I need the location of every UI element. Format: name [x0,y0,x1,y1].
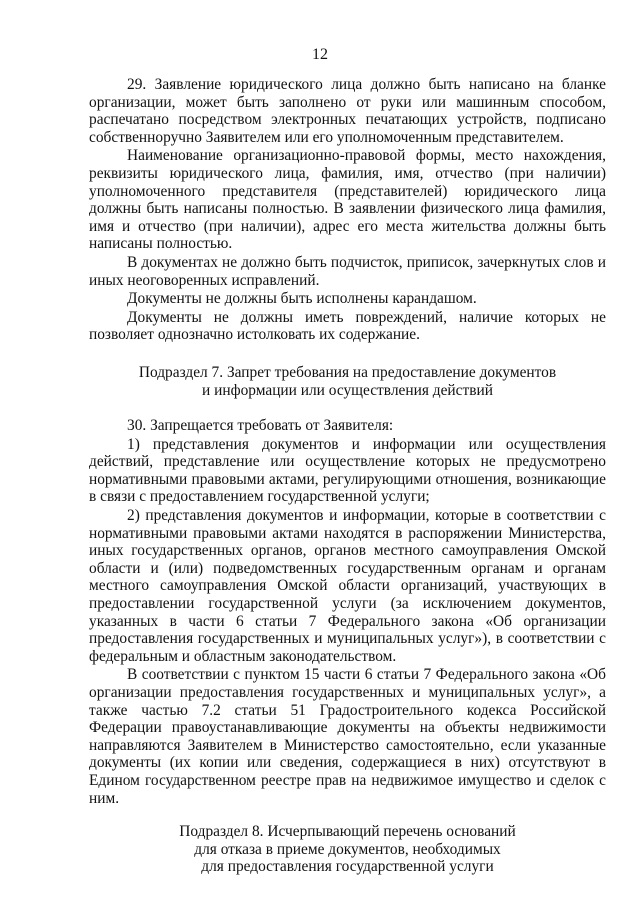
paragraph-accordance: В соответствии с пунктом 15 части 6 статьи 7 Федерального закона «Об организации предоставления государственных и муниципальных услуг», а также частью 7.2 статьи 51 Градостроительного кодекса Российской Федерации правоустанавливающие документы на объекты недвижимости направляются Заявителем в Министерство самостоятельно, если указанные документы (их копии или сведения, содержащиеся в них) отсутствуют в Едином государственном реестре прав на недвижимое имущество и сделок с ним. [89,666,606,807]
subsection-8-heading-line-3: для предоставления государственной услуги [201,858,494,876]
document-body [89,76,606,876]
paragraph-30: 30. Запрещается требовать от Заявителя: [127,417,394,435]
paragraph-no-damage: Документы не должны иметь повреждений, наличие которых не позволяет однозначно истолковать их содержание. [89,308,606,344]
paragraph-30-item-2: 2) представления документов и информации, которые в соответствии с нормативными правовыми актами находятся в распоряжении Министерства, иных государственных органов, органов местного самоуправления Омской области и (или) подведомственных государственным органам и органам местного самоуправления Омской области организаций, участвующих в предоставлении государственной услуги (за исключением документов, указанных в части 6 статьи 7 Федерального закона «Об организации предоставления государственных и муниципальных услуг»), в соответствии с федеральным и областным законодательством. [89,507,606,665]
subsection-7-heading-line-2: и информации или осуществления действий [202,381,493,399]
paragraph-no-pencil: Документы не должны быть исполнены карандашом. [127,290,477,308]
subsection-8-heading-line-2: для отказа в приеме документов, необходимых [194,840,501,858]
subsection-8-heading [89,823,606,876]
subsection-7-heading-line-1: Подраздел 7. Запрет требования на предоставление документов [138,363,557,381]
subsection-7-heading [89,364,606,399]
page-number: 12 [312,46,328,63]
paragraph-29: 29. Заявление юридического лица должно быть написано на бланке организации, может быть заполнено от руки или машинным способом, распечатано посредством электронных печатающих устройств, подписано собственноручно Заявителем или его уполномоченным представителем. [89,76,606,146]
subsection-8-heading-line-1: Подраздел 8. Исчерпывающий перечень оснований [179,823,516,841]
paragraph-naming-requirements: Наименование организационно-правовой формы, место нахождения, реквизиты юридического лица, фамилия, имя, отчество (при наличии) уполномоченного представителя (представителей) юридического лица должны быть написаны полностью. В заявлении физического лица фамилия, имя и отчество (при наличии), адрес его места жительства должны быть написаны полностью. [89,147,606,253]
paragraph-no-erasures: В документах не должно быть подчисток, приписок, зачеркнутых слов и иных неоговоренных исправлений. [89,253,606,289]
paragraph-30-item-1: 1) представления документов и информации или осуществления действий, представление или осуществление которых не предусмотрено нормативными правовыми актами, регулирующими отношения, возникающие в связи с предоставлением государственной услуги; [89,435,606,506]
